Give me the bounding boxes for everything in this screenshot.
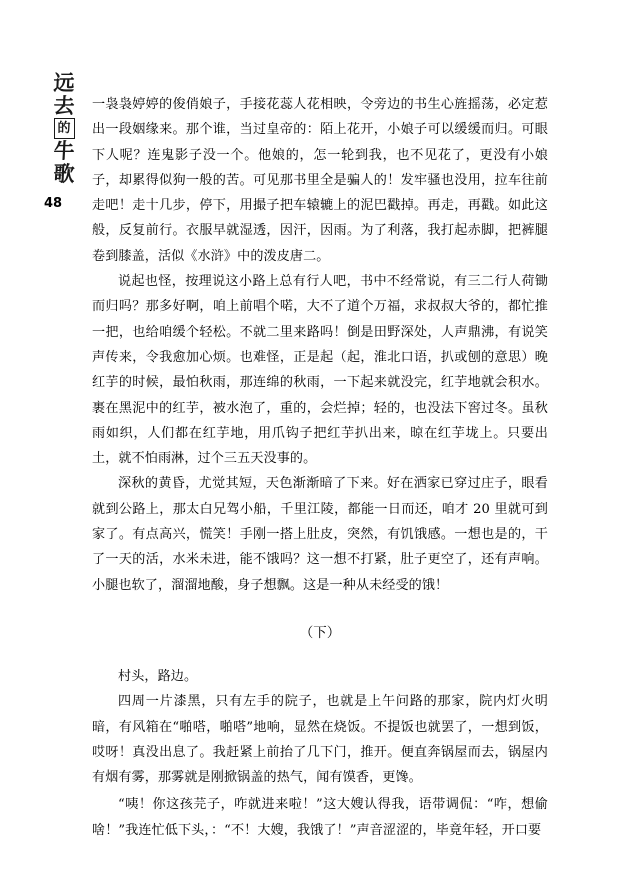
vertical-title-char-3: 牛	[52, 138, 76, 164]
paragraph: “咦！你这孩芫子，咋就进来啦！”这大嫂认得我，语带调侃：“咋，想偷啥！”我连忙低下头，：“不！大嫂，我饿了！”声音涩涩的，毕竟年轻，开口要	[92, 797, 548, 838]
vertical-title-char-1: 远	[52, 70, 76, 95]
body-text-column	[92, 92, 548, 843]
paragraph: 说起也怪，按理说这小路上总有行人吧，书中不经常说，有三二行人荷锄而归吗？那多好啊，咱上前唱个喏，大不了道个万福，求叔叔大爷的，都忙推一把，也给咱缓个轻松。不就二里来路吗！倒是田野深处，人声鼎沸，有说笑声传来，令我愈加心烦。也难怪，正是起（起，淮北口语，扒或刨的意思）晚红芋的时候，最怕秋雨，那连绵的秋雨，一下起来就没完，红芋地就会积水。裹在黑泥中的红芋，被水泡了，重的，会烂掉；轻的，也没法下窖过冬。虽秋雨如织，人们都在红芋地，用爪钩子把红芋扒出来，晾在红芋垅上。只要出土，就不怕雨淋，过个三五天没事的。	[92, 274, 548, 467]
margin-ornament	[38, 72, 90, 272]
vertical-title-char-2: 去	[52, 92, 76, 118]
page-number: 48	[44, 196, 63, 211]
paragraph: 一袅袅婷婷的俊俏娘子，手接花蕊人花相映，令旁边的书生心旌摇荡，必定惹出一段姻缘来。那个谁，当过皇帝的：陌上花开，小娘子可以缓缓而归。可眼下人呢？连鬼影子没一个。他娘的，怎一轮到我，也不见花了，更没有小娘子，却累得似狗一般的苦。可见那书里全是骗人的！发牢骚也没用，拉车往前走吧！走十几步，停下，用撮子把车辕辘上的泥巴戳掉。再走，再戳。如此这般，反复前行。衣服早就湿透，因汗，因雨。为了利落，我打起赤脚，把裤腿卷到膝盖，活似《水浒》中的泼皮唐二。	[92, 97, 548, 264]
paragraph: 深秋的黄昏，尤觉其短，天色渐渐暗了下来。好在洒家已穿过庄子，眼看就到公路上，那太白兄驾小船，千里江陵，都能一日而还，咱才 20 里就可到家了。有点高兴，慌笑！手刚一搭上肚皮，突然，有饥饿感。一想也是的，干了一天的活，水米未进，能不饿吗？这一想不打紧，肚子更空了，还有声响。小腿也软了，溜溜地酸，身子想飘。这是一种从未经受的饿！	[92, 476, 548, 593]
vertical-book-title	[38, 72, 90, 186]
paragraph: 四周一片漆黑，只有左手的院子，也就是上午问路的那家，院内灯火明暗，有风箱在“啪嗒，啪嗒”地响，显然在烧饭。不提饭也就罢了，一想到饭，哎呀！真没出息了。我赶紧上前抬了几下门，推开。便直奔锅屋而去，锅屋内有烟有雾，那雾就是刚掀锅盖的热气，闻有馍香，更馋。	[92, 694, 548, 786]
paragraph: 村头，路边。	[118, 668, 198, 684]
vertical-title-boxed-char: 的	[54, 118, 75, 139]
section-heading: （下）	[299, 624, 341, 641]
vertical-title-char-4: 歌	[52, 161, 76, 187]
